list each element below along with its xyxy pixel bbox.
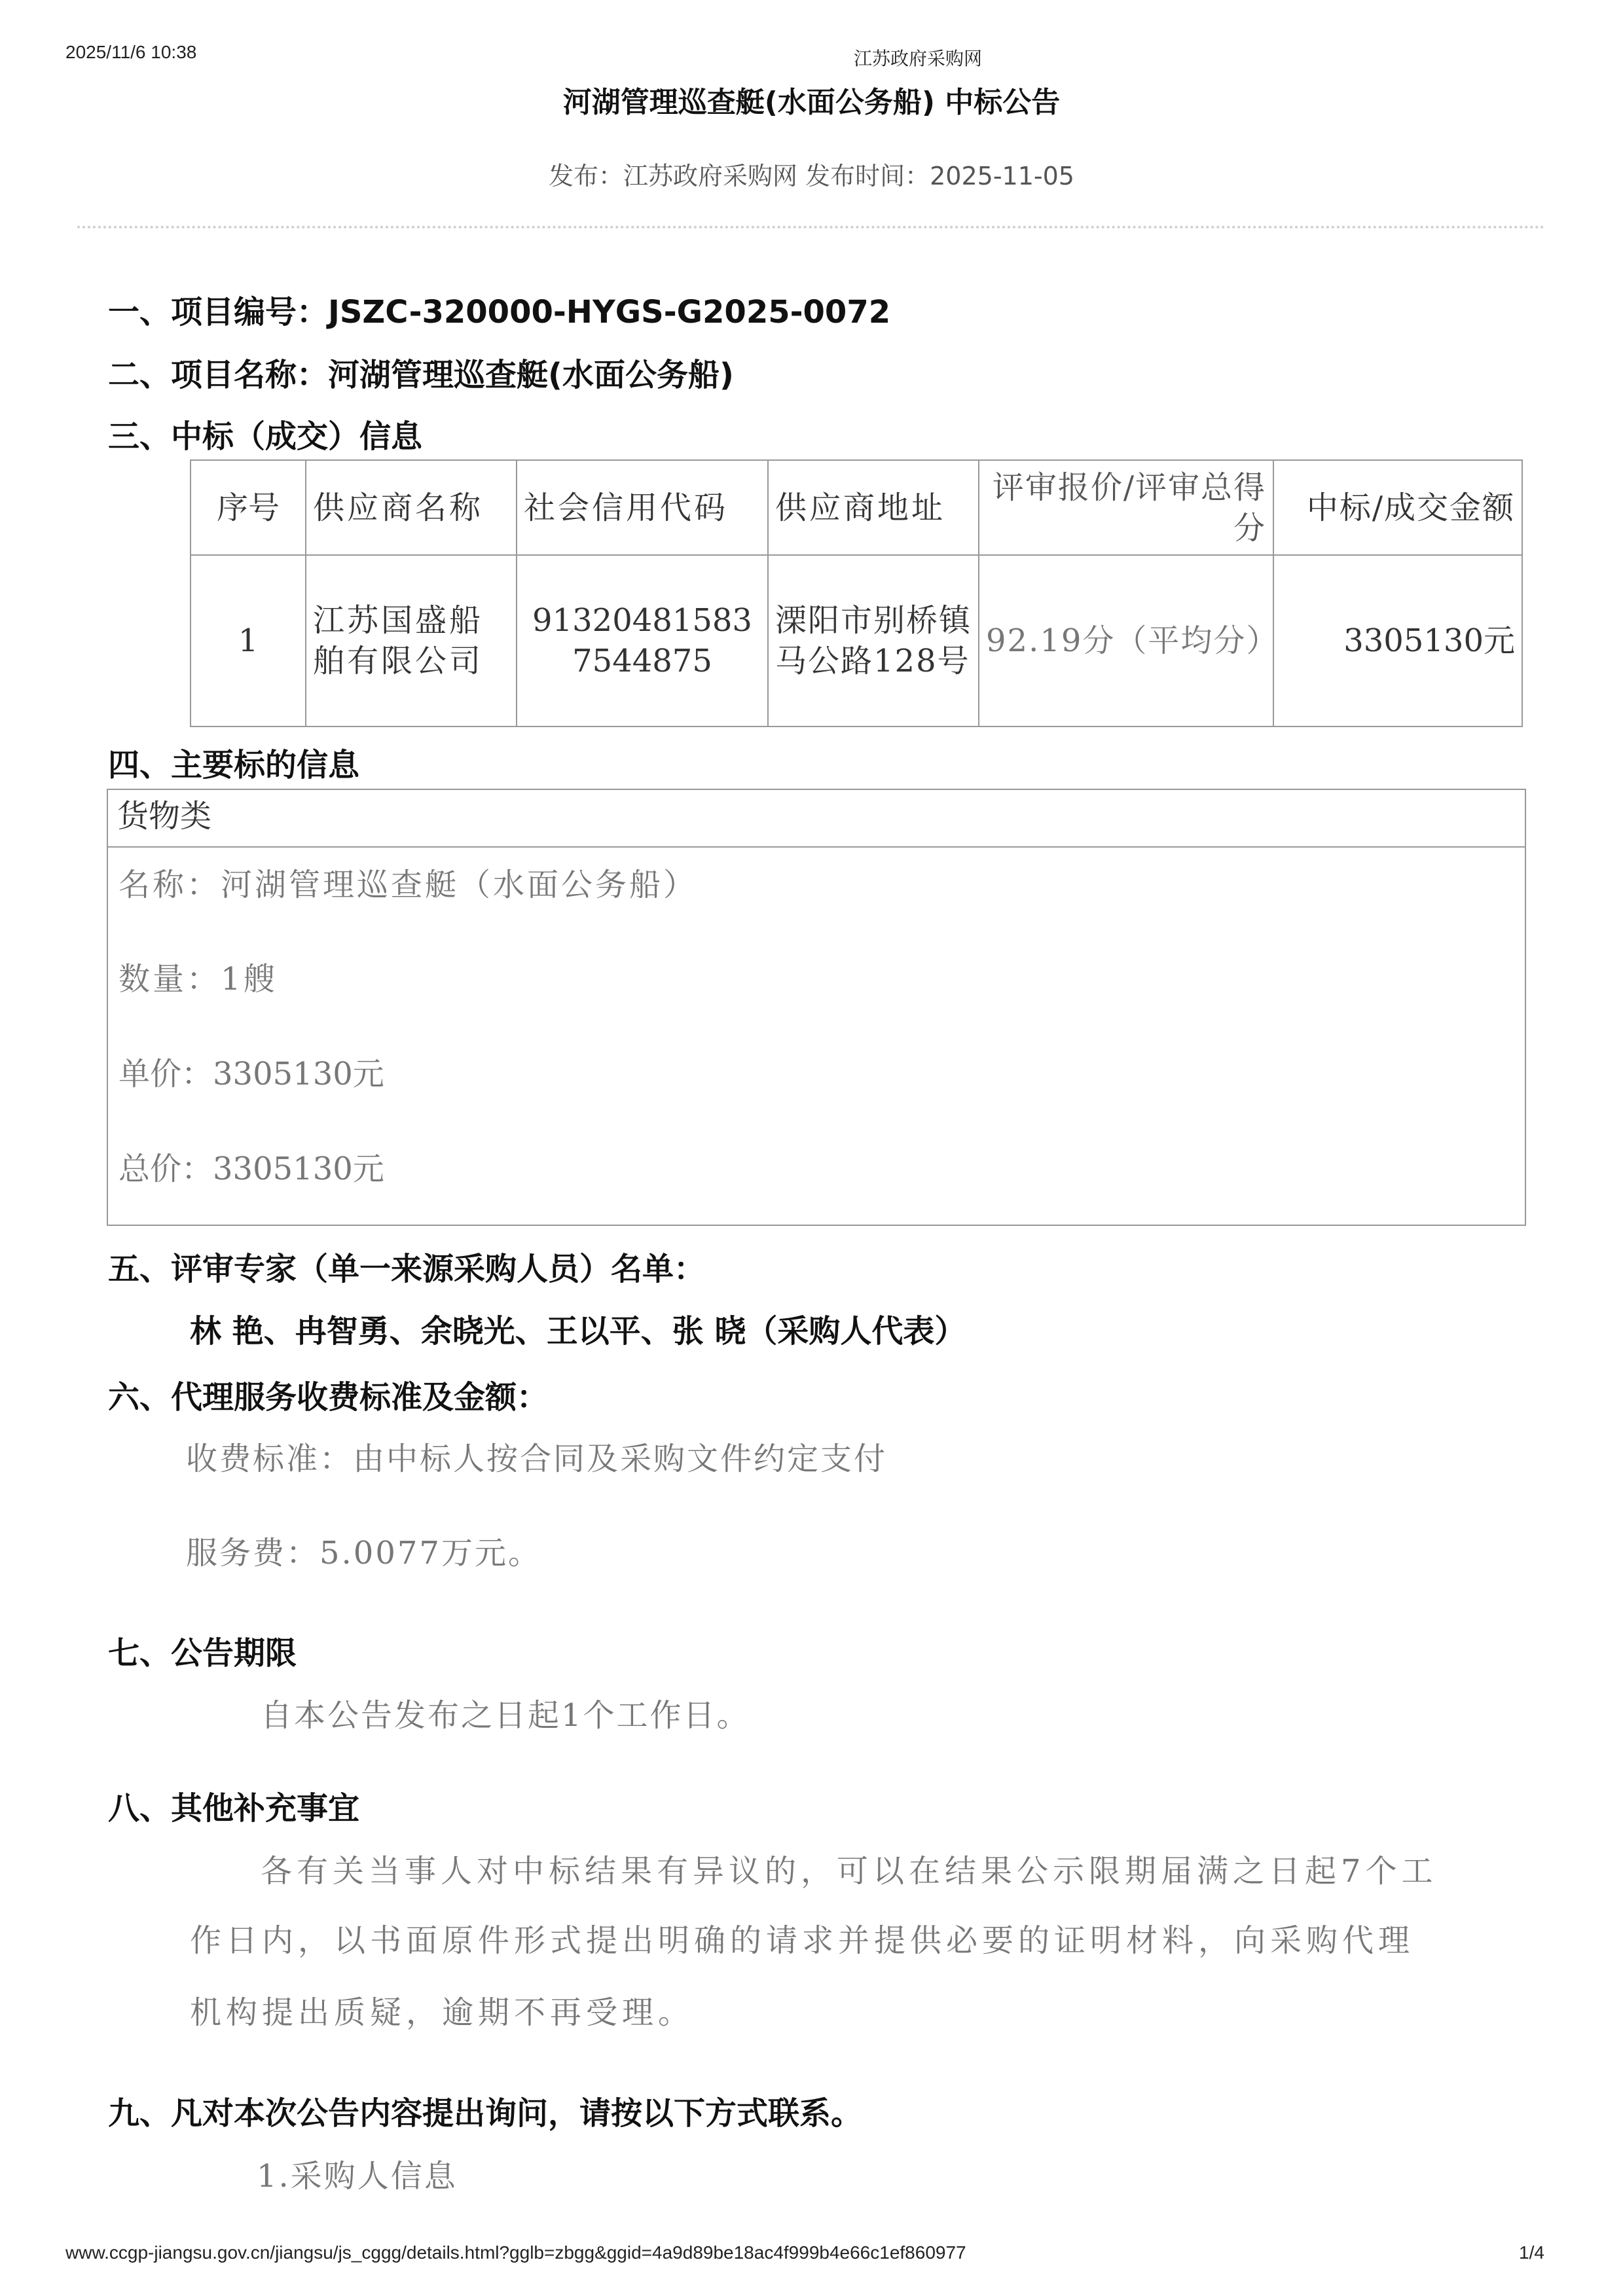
print-footer-url: www.ccgp-jiangsu.gov.cn/jiangsu/js_cggg/details.html?gglb=zbgg&ggid=4a9d89be18ac4f999b4e66c1ef860977: [65, 2242, 966, 2263]
goods-name: 名称：河湖管理巡查艇（水面公务船）: [119, 867, 698, 903]
winner-table: [190, 459, 1523, 727]
goods-total-price: 总价：3305130元: [119, 1151, 384, 1187]
other-line-1: 各有关当事人对中标结果有异议的，可以在结果公示限期届满之日起7个工: [261, 1853, 1438, 1890]
expert-list: 林 艳、冉智勇、余晓光、王以平、张 晓（采购人代表）: [190, 1313, 966, 1350]
header-credit-code: 社会信用代码: [517, 460, 768, 555]
section-subject-info: 四、主要标的信息: [108, 747, 360, 783]
header-supplier-address: 供应商地址: [768, 460, 979, 555]
header-index: 序号: [191, 460, 306, 555]
section-project-name: 二、项目名称：河湖管理巡查艇(水面公务船): [108, 357, 734, 393]
header-supplier-name: 供应商名称: [306, 460, 517, 555]
contact-purchaser-heading: 1.采购人信息: [257, 2158, 458, 2195]
goods-details-box: [107, 846, 1526, 1226]
dotted-divider: [77, 226, 1545, 228]
print-datetime: 2025/11/6 10:38: [65, 42, 197, 62]
header-score: 评审报价/评审总得分: [979, 460, 1273, 555]
cell-amount: 3305130元: [1273, 555, 1522, 726]
goods-quantity: 数量：1艘: [119, 961, 278, 997]
goods-category-box: [107, 789, 1526, 848]
section-experts: 五、评审专家（单一来源采购人员）名单：: [108, 1251, 706, 1287]
table-row: [191, 555, 1522, 726]
section-other-matters: 八、其他补充事宜: [108, 1790, 360, 1827]
fee-amount: 服务费：5.0077万元。: [186, 1535, 541, 1571]
cell-score: 92.19分（平均分）: [979, 555, 1273, 726]
goods-unit-price: 单价：3305130元: [119, 1056, 384, 1092]
section-winner-info: 三、中标（成交）信息: [108, 418, 423, 455]
cell-index: 1: [191, 555, 306, 726]
section-contact: 九、凡对本次公告内容提出询问，请按以下方式联系。: [108, 2095, 863, 2132]
header-amount: 中标/成交金额: [1273, 460, 1522, 555]
print-site-name: 江苏政府采购网: [854, 48, 983, 69]
section-agency-fee: 六、代理服务收费标准及金额：: [108, 1379, 549, 1416]
page-title: 河湖管理巡查艇(水面公务船) 中标公告: [562, 86, 1061, 119]
other-line-2: 作日内，以书面原件形式提出明确的请求并提供必要的证明材料，向采购代理: [190, 1922, 1415, 1959]
goods-category: 货物类: [117, 798, 212, 834]
other-line-3: 机构提出质疑，逾期不再受理。: [190, 1994, 695, 2031]
cell-supplier-address: 溧阳市别桥镇马公路128号: [768, 555, 979, 726]
fee-standard: 收费标准：由中标人按合同及采购文件约定支付: [186, 1441, 888, 1477]
print-page-number: 1/4: [1519, 2242, 1544, 2263]
cell-credit-code: 913204815837544875: [517, 555, 768, 726]
section-project-number: 一、项目编号：JSZC-320000-HYGS-G2025-0072: [108, 294, 891, 331]
notice-period-text: 自本公告发布之日起1个工作日。: [261, 1697, 750, 1734]
cell-supplier-name: 江苏国盛船舶有限公司: [306, 555, 517, 726]
publish-meta: 发布：江苏政府采购网 发布时间：2025-11-05: [549, 162, 1074, 190]
section-notice-period: 七、公告期限: [108, 1635, 297, 1672]
table-header-row: [191, 460, 1522, 555]
